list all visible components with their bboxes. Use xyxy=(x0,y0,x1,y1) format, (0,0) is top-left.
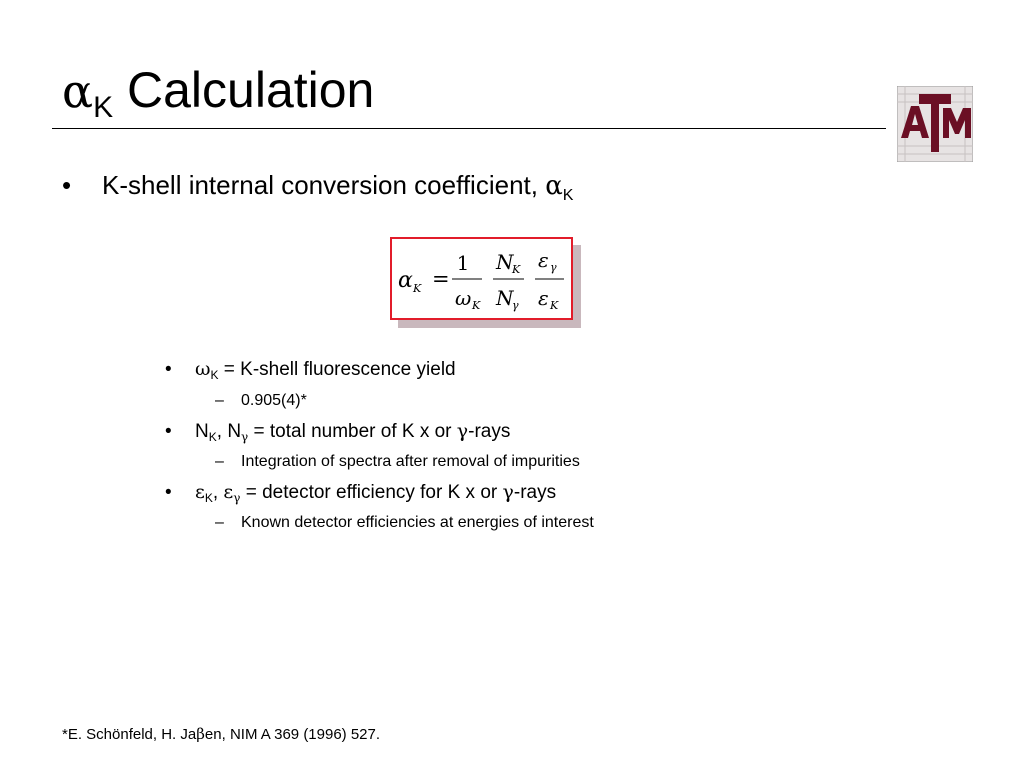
eq-lhs-symbol: α xyxy=(398,268,413,293)
eq-lhs-sub: K xyxy=(413,282,422,295)
eq-frac2-den: N xyxy=(496,286,514,310)
eq-frac3-num: ε xyxy=(538,248,549,272)
eq-frac2-num: N xyxy=(496,250,514,274)
sub-bullet-text: = detector efficiency for K x or xyxy=(240,482,503,503)
footnote-text-pre: *E. Schönfeld, H. Ja xyxy=(62,726,197,743)
sub-bullet-greek: γ xyxy=(502,481,514,503)
sub-bullet-text-end: -rays xyxy=(513,482,557,503)
main-bullet xyxy=(62,168,573,213)
sub-bullet xyxy=(165,419,510,449)
eq-frac2-num-sub: K xyxy=(512,263,521,276)
eq-frac1-den: ω xyxy=(455,286,472,310)
detail-dash: – xyxy=(215,514,224,531)
main-bullet-subscript: K xyxy=(562,187,574,204)
atm-logo xyxy=(897,86,973,162)
detail-item xyxy=(215,513,594,533)
equation-frame xyxy=(390,237,573,320)
title-alpha-symbol: α xyxy=(62,64,94,118)
sub-bullet-symbol-2: ε xyxy=(223,481,234,503)
eq-frac3-den: ε xyxy=(538,286,549,310)
sub-bullet-symbol: N xyxy=(195,421,209,442)
sub-bullet-subscript: K xyxy=(208,430,217,444)
footnote-citation xyxy=(62,724,380,745)
sub-bullet-symbol: ω xyxy=(195,358,211,380)
footnote-greek: β xyxy=(196,725,205,743)
sub-bullet-marker: • xyxy=(165,482,172,503)
slide-title xyxy=(62,60,374,138)
sub-bullet-text: = K-shell fluorescence yield xyxy=(218,359,456,380)
eq-equals: = xyxy=(432,267,450,291)
detail-item xyxy=(215,391,307,411)
equation-box xyxy=(390,237,573,320)
equation-formula xyxy=(392,239,571,318)
sub-bullet-subscript-2: γ xyxy=(241,430,249,444)
sub-bullet xyxy=(165,357,456,387)
sub-bullet-symbol-2: N xyxy=(227,421,242,442)
eq-frac3-den-sub: K xyxy=(550,299,559,312)
detail-item xyxy=(215,452,580,472)
sub-bullet-separator: , xyxy=(212,482,224,503)
title-subscript: K xyxy=(93,91,114,124)
sub-bullet-subscript-2: γ xyxy=(233,491,241,505)
detail-text: Integration of spectra after removal of impurities xyxy=(241,453,580,470)
detail-text: 0.905(4)* xyxy=(241,392,307,409)
sub-bullet-greek: γ xyxy=(456,420,469,442)
eq-frac1-den-sub: K xyxy=(472,299,481,312)
eq-frac1-num: 1 xyxy=(456,251,470,275)
eq-frac3-num-sub: γ xyxy=(550,261,557,274)
sub-bullet-text-end: -rays xyxy=(468,421,511,442)
footnote-text-post: en, NIM A 369 (1996) 527. xyxy=(204,726,381,743)
detail-dash: – xyxy=(215,453,224,470)
sub-bullet-text: = total number of K x or xyxy=(248,421,457,442)
sub-bullet-subscript: K xyxy=(204,491,213,505)
main-bullet-symbol: α xyxy=(545,171,563,201)
title-underline xyxy=(52,128,886,129)
sub-bullet xyxy=(165,480,556,510)
detail-text: Known detector efficiencies at energies of interest xyxy=(241,514,594,531)
bullet-marker: • xyxy=(62,170,72,200)
main-bullet-text: K-shell internal conversion coefficient, xyxy=(102,170,546,200)
sub-bullet-subscript: K xyxy=(210,368,219,382)
sub-bullet-symbol: ε xyxy=(195,481,205,503)
sub-bullet-separator: , xyxy=(216,421,228,442)
title-text: Calculation xyxy=(127,62,375,118)
detail-dash: – xyxy=(215,392,224,409)
sub-bullet-marker: • xyxy=(165,359,172,380)
sub-bullet-marker: • xyxy=(165,421,172,442)
eq-frac2-den-sub: γ xyxy=(512,299,519,312)
